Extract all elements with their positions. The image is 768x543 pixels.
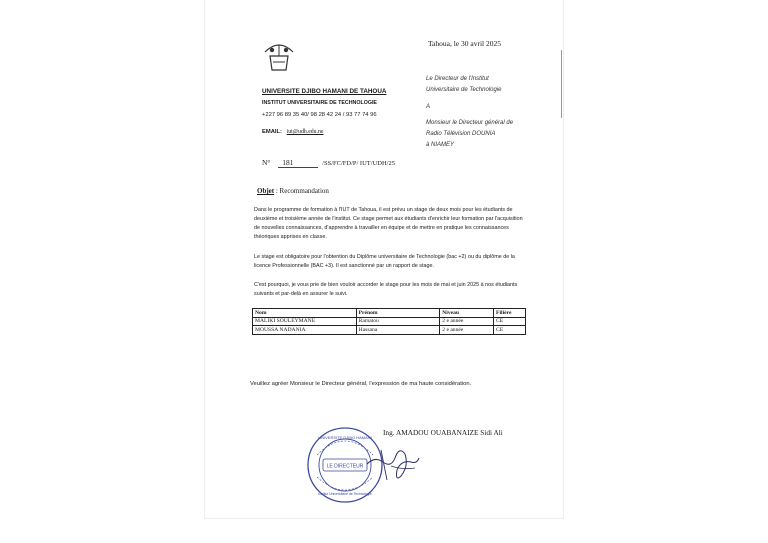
column-header: Filière	[494, 309, 526, 318]
column-header: Prénom	[356, 309, 440, 318]
recipient-a: A	[426, 104, 431, 110]
stamp-bottom-text: Institut Universitaire de Technologie	[318, 492, 372, 496]
subject-label: Objet	[257, 187, 275, 195]
body-paragraph-2: Le stage est obligatoire pour l'obtention du Diplôme universitaire de Technologie (bac +2) ou du diplôme de la licence Professionnelle (BAC +3). Il est sanctionné par un rapport de stage.	[254, 254, 515, 269]
column-header: Nom	[253, 309, 357, 318]
sender-line-2: Universitaire de Technologie	[426, 87, 502, 93]
letter-date: Tahoua, le 30 avril 2025	[428, 39, 501, 48]
recipient-line-2: Radio Télévision DOUNIA	[426, 131, 496, 137]
sender-line-1: Le Directeur de l'Institut	[426, 76, 489, 82]
closing-formula: Veuillez agréer Monsieur le Directeur général, l'expression de ma haute considération.	[250, 381, 472, 387]
table-cell: 2 e année	[440, 326, 494, 335]
reference-suffix: /SS/FC/FD/P/ IUT/UDH/25	[322, 160, 395, 167]
university-name: UNIVERSITE DJIBO HAMANI DE TAHOUA	[262, 88, 387, 95]
email-line	[262, 129, 324, 135]
phone-numbers: +227 96 89 35 40/ 98 28 42 24 / 93 77 74 96	[262, 112, 377, 118]
table-header-row	[253, 309, 526, 318]
table-cell: MOUSSA NADANIA	[253, 326, 357, 335]
subject-text: : Recommandation	[275, 187, 329, 195]
table-cell: Ramatou	[356, 317, 440, 326]
body-paragraph-1: Dans le programme de formation à l'IUT de Tahoua, il est prévu un stage de deux mois pour les étudiants de deuxième et troisième année de l'institut. Ce stage permet aux étudiants d'enrichir leur formation par l'acquisition de nouvelles connaissances, d'apprendre à travailler en équipe et de mettre en pratique les connaissances théoriques apprises en classe.	[254, 207, 523, 240]
signatory-name: Ing. AMADOU OUABANAIZE Sidi Ali	[383, 428, 503, 437]
subject-line	[257, 187, 329, 195]
table-cell: CE	[494, 317, 526, 326]
table-cell: MALIKI SOULEYMANE	[253, 317, 357, 326]
reference-number	[262, 158, 395, 168]
university-logo	[262, 40, 296, 74]
students-table	[252, 308, 526, 335]
table-row	[253, 326, 526, 335]
stamp-center-text: LE DIRECTEUR	[326, 463, 364, 470]
recipient-line-3: à NIAMEY	[426, 142, 455, 148]
email-link[interactable]: iut@udh.edu.ne	[286, 129, 324, 135]
reference-value: 181	[278, 158, 318, 168]
stamp-top-text: UNIVERSITE DJIBO HAMANI	[318, 435, 372, 440]
recipient-line-1: Monsieur le Directeur général de	[426, 120, 514, 126]
table-cell: Hassana	[356, 326, 440, 335]
body-paragraph-3: C'est pourquoi, je vous prie de bien vouloir accorder le stage pour les mois de mai et juin 2025 à nos étudiants suivants et par-delà en assurer le suivi.	[254, 282, 518, 297]
handwritten-signature	[365, 440, 421, 484]
table-cell: 2 e année	[440, 317, 494, 326]
page-edge-line	[561, 50, 562, 118]
table-cell: CE	[494, 326, 526, 335]
reference-prefix: N°	[262, 158, 271, 167]
email-label: EMAIL:	[262, 129, 282, 135]
table-row	[253, 317, 526, 326]
institute-name: INSTITUT UNIVERSITAIRE DE TECHNOLOGIE	[262, 100, 377, 106]
column-header: Niveau	[440, 309, 494, 318]
